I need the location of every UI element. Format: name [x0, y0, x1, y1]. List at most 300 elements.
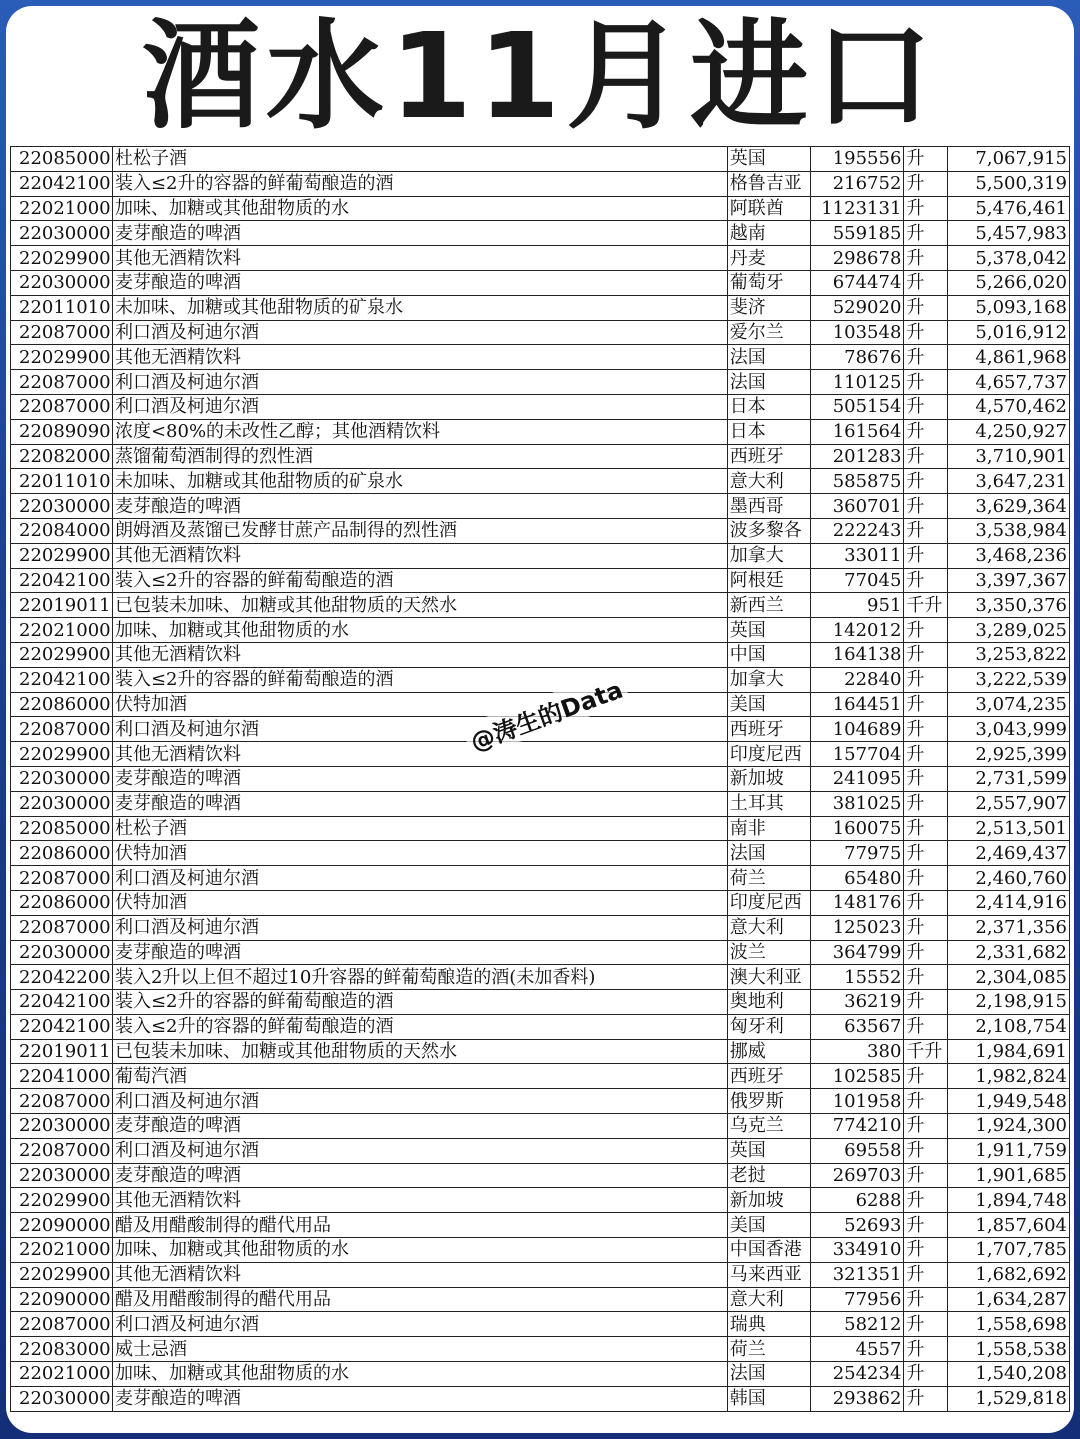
table-row [11, 543, 1070, 568]
value-cell: 1,529,818 [947, 1386, 1069, 1411]
unit-cell: 升 [904, 295, 947, 320]
product-description-cell: 其他无酒精饮料 [112, 742, 727, 767]
product-description-cell: 其他无酒精饮料 [112, 1188, 727, 1213]
table-row [11, 1362, 1070, 1387]
quantity-cell: 529020 [810, 295, 904, 320]
unit-cell: 升 [904, 1188, 947, 1213]
quantity-cell: 110125 [810, 370, 904, 395]
table-row [11, 965, 1070, 990]
country-cell: 格鲁吉亚 [727, 171, 810, 196]
country-cell: 印度尼西 [727, 890, 810, 915]
hs-code-cell: 22083000 [11, 1337, 113, 1362]
product-description-cell: 利口酒及柯迪尔酒 [112, 915, 727, 940]
unit-cell: 升 [904, 1089, 947, 1114]
product-description-cell: 利口酒及柯迪尔酒 [112, 320, 727, 345]
unit-cell: 升 [904, 692, 947, 717]
table-row [11, 494, 1070, 519]
value-cell: 1,857,604 [947, 1213, 1069, 1238]
country-cell: 加拿大 [727, 667, 810, 692]
product-description-cell: 其他无酒精饮料 [112, 543, 727, 568]
unit-cell: 升 [904, 1064, 947, 1089]
country-cell: 加拿大 [727, 543, 810, 568]
product-description-cell: 已包装未加味、加糖或其他甜物质的天然水 [112, 593, 727, 618]
product-description-cell: 其他无酒精饮料 [112, 345, 727, 370]
country-cell: 法国 [727, 841, 810, 866]
unit-cell: 升 [904, 816, 947, 841]
hs-code-cell: 22029900 [11, 1188, 113, 1213]
value-cell: 3,289,025 [947, 618, 1069, 643]
table-row [11, 618, 1070, 643]
product-description-cell: 醋及用醋酸制得的醋代用品 [112, 1213, 727, 1238]
table-row [11, 1262, 1070, 1287]
quantity-cell: 201283 [810, 444, 904, 469]
table-row [11, 1337, 1070, 1362]
hs-code-cell: 22082000 [11, 444, 113, 469]
country-cell: 斐济 [727, 295, 810, 320]
hs-code-cell: 22019011 [11, 1039, 113, 1064]
table-row [11, 1386, 1070, 1411]
table-row [11, 816, 1070, 841]
quantity-cell: 15552 [810, 965, 904, 990]
hs-code-cell: 22011010 [11, 295, 113, 320]
value-cell: 2,513,501 [947, 816, 1069, 841]
unit-cell: 升 [904, 618, 947, 643]
table-row [11, 370, 1070, 395]
product-description-cell: 加味、加糖或其他甜物质的水 [112, 618, 727, 643]
product-description-cell: 利口酒及柯迪尔酒 [112, 1138, 727, 1163]
quantity-cell: 77975 [810, 841, 904, 866]
hs-code-cell: 22030000 [11, 1386, 113, 1411]
unit-cell: 升 [904, 1238, 947, 1263]
value-cell: 1,682,692 [947, 1262, 1069, 1287]
country-cell: 意大利 [727, 1287, 810, 1312]
unit-cell: 升 [904, 1014, 947, 1039]
value-cell: 2,371,356 [947, 915, 1069, 940]
country-cell: 匈牙利 [727, 1014, 810, 1039]
country-cell: 美国 [727, 1213, 810, 1238]
hs-code-cell: 22011010 [11, 469, 113, 494]
table-row [11, 990, 1070, 1015]
product-description-cell: 未加味、加糖或其他甜物质的矿泉水 [112, 295, 727, 320]
hs-code-cell: 22021000 [11, 618, 113, 643]
value-cell: 1,949,548 [947, 1089, 1069, 1114]
product-description-cell: 装入≤2升的容器的鲜葡萄酿造的酒 [112, 568, 727, 593]
unit-cell: 升 [904, 320, 947, 345]
country-cell: 意大利 [727, 915, 810, 940]
country-cell: 荷兰 [727, 866, 810, 891]
country-cell: 老挝 [727, 1163, 810, 1188]
unit-cell: 升 [904, 1114, 947, 1139]
product-description-cell: 浓度<80%的未改性乙醇；其他酒精饮料 [112, 419, 727, 444]
hs-code-cell: 22087000 [11, 866, 113, 891]
unit-cell: 千升 [904, 1039, 947, 1064]
value-cell: 3,043,999 [947, 717, 1069, 742]
country-cell: 韩国 [727, 1386, 810, 1411]
table-row [11, 394, 1070, 419]
quantity-cell: 269703 [810, 1163, 904, 1188]
value-cell: 3,538,984 [947, 518, 1069, 543]
value-cell: 2,108,754 [947, 1014, 1069, 1039]
value-cell: 4,570,462 [947, 394, 1069, 419]
quantity-cell: 142012 [810, 618, 904, 643]
quantity-cell: 505154 [810, 394, 904, 419]
country-cell: 荷兰 [727, 1337, 810, 1362]
quantity-cell: 951 [810, 593, 904, 618]
country-cell: 印度尼西 [727, 742, 810, 767]
value-cell: 3,468,236 [947, 543, 1069, 568]
hs-code-cell: 22090000 [11, 1213, 113, 1238]
quantity-cell: 157704 [810, 742, 904, 767]
product-description-cell: 装入2升以上但不超过10升容器的鲜葡萄酿造的酒(未加香料) [112, 965, 727, 990]
product-description-cell: 麦芽酿造的啤酒 [112, 766, 727, 791]
quantity-cell: 148176 [810, 890, 904, 915]
unit-cell: 升 [904, 1138, 947, 1163]
table-row [11, 196, 1070, 221]
country-cell: 波多黎各 [727, 518, 810, 543]
value-cell: 1,901,685 [947, 1163, 1069, 1188]
quantity-cell: 161564 [810, 419, 904, 444]
country-cell: 马来西亚 [727, 1262, 810, 1287]
country-cell: 爱尔兰 [727, 320, 810, 345]
hs-code-cell: 22087000 [11, 717, 113, 742]
quantity-cell: 334910 [810, 1238, 904, 1263]
unit-cell: 升 [904, 791, 947, 816]
product-description-cell: 伏特加酒 [112, 692, 727, 717]
table-row [11, 1114, 1070, 1139]
quantity-cell: 293862 [810, 1386, 904, 1411]
product-description-cell: 伏特加酒 [112, 890, 727, 915]
table-row [11, 1138, 1070, 1163]
hs-code-cell: 22042100 [11, 1014, 113, 1039]
value-cell: 1,984,691 [947, 1039, 1069, 1064]
quantity-cell: 103548 [810, 320, 904, 345]
value-cell: 3,629,364 [947, 494, 1069, 519]
country-cell: 澳大利亚 [727, 965, 810, 990]
quantity-cell: 77045 [810, 568, 904, 593]
table-row [11, 1064, 1070, 1089]
product-description-cell: 醋及用醋酸制得的醋代用品 [112, 1287, 727, 1312]
table-row [11, 841, 1070, 866]
country-cell: 奥地利 [727, 990, 810, 1015]
unit-cell: 升 [904, 1163, 947, 1188]
product-description-cell: 加味、加糖或其他甜物质的水 [112, 1238, 727, 1263]
hs-code-cell: 22085000 [11, 147, 113, 172]
hs-code-cell: 22021000 [11, 1362, 113, 1387]
quantity-cell: 360701 [810, 494, 904, 519]
unit-cell: 升 [904, 915, 947, 940]
hs-code-cell: 22021000 [11, 1238, 113, 1263]
hs-code-cell: 22030000 [11, 270, 113, 295]
unit-cell: 升 [904, 990, 947, 1015]
hs-code-cell: 22087000 [11, 394, 113, 419]
value-cell: 3,350,376 [947, 593, 1069, 618]
country-cell: 新加坡 [727, 766, 810, 791]
table-row [11, 866, 1070, 891]
country-cell: 新加坡 [727, 1188, 810, 1213]
hs-code-cell: 22030000 [11, 766, 113, 791]
value-cell: 1,540,208 [947, 1362, 1069, 1387]
unit-cell: 升 [904, 717, 947, 742]
hs-code-cell: 22030000 [11, 221, 113, 246]
value-cell: 5,457,983 [947, 221, 1069, 246]
country-cell: 意大利 [727, 469, 810, 494]
product-description-cell: 蒸馏葡萄酒制得的烈性酒 [112, 444, 727, 469]
hs-code-cell: 22086000 [11, 890, 113, 915]
unit-cell: 升 [904, 469, 947, 494]
quantity-cell: 364799 [810, 940, 904, 965]
import-table-wrapper [10, 146, 1070, 1412]
unit-cell: 升 [904, 1362, 947, 1387]
product-description-cell: 杜松子酒 [112, 147, 727, 172]
table-row [11, 518, 1070, 543]
table-row [11, 791, 1070, 816]
hs-code-cell: 22030000 [11, 940, 113, 965]
table-row [11, 171, 1070, 196]
unit-cell: 升 [904, 394, 947, 419]
hs-code-cell: 22042100 [11, 171, 113, 196]
country-cell: 西班牙 [727, 717, 810, 742]
product-description-cell: 伏特加酒 [112, 841, 727, 866]
table-row [11, 419, 1070, 444]
value-cell: 1,707,785 [947, 1238, 1069, 1263]
hs-code-cell: 22087000 [11, 320, 113, 345]
unit-cell: 升 [904, 444, 947, 469]
quantity-cell: 381025 [810, 791, 904, 816]
product-description-cell: 麦芽酿造的啤酒 [112, 1114, 727, 1139]
value-cell: 5,500,319 [947, 171, 1069, 196]
unit-cell: 升 [904, 147, 947, 172]
hs-code-cell: 22029900 [11, 742, 113, 767]
hs-code-cell: 22029900 [11, 543, 113, 568]
product-description-cell: 其他无酒精饮料 [112, 246, 727, 271]
hs-code-cell: 22042100 [11, 990, 113, 1015]
value-cell: 1,894,748 [947, 1188, 1069, 1213]
hs-code-cell: 22087000 [11, 1312, 113, 1337]
value-cell: 2,469,437 [947, 841, 1069, 866]
product-description-cell: 利口酒及柯迪尔酒 [112, 394, 727, 419]
table-row [11, 766, 1070, 791]
unit-cell: 升 [904, 221, 947, 246]
country-cell: 美国 [727, 692, 810, 717]
watermark: @涛生的Data [461, 669, 631, 759]
country-cell: 法国 [727, 345, 810, 370]
hs-code-cell: 22041000 [11, 1064, 113, 1089]
quantity-cell: 774210 [810, 1114, 904, 1139]
table-row [11, 593, 1070, 618]
country-cell: 波兰 [727, 940, 810, 965]
value-cell: 1,911,759 [947, 1138, 1069, 1163]
value-cell: 2,331,682 [947, 940, 1069, 965]
country-cell: 英国 [727, 1138, 810, 1163]
product-description-cell: 麦芽酿造的啤酒 [112, 940, 727, 965]
quantity-cell: 321351 [810, 1262, 904, 1287]
country-cell: 日本 [727, 394, 810, 419]
value-cell: 5,476,461 [947, 196, 1069, 221]
hs-code-cell: 22029900 [11, 642, 113, 667]
product-description-cell: 麦芽酿造的啤酒 [112, 221, 727, 246]
country-cell: 丹麦 [727, 246, 810, 271]
unit-cell: 升 [904, 518, 947, 543]
quantity-cell: 63567 [810, 1014, 904, 1039]
unit-cell: 升 [904, 642, 947, 667]
value-cell: 3,074,235 [947, 692, 1069, 717]
product-description-cell: 加味、加糖或其他甜物质的水 [112, 1362, 727, 1387]
table-row [11, 469, 1070, 494]
quantity-cell: 216752 [810, 171, 904, 196]
value-cell: 2,198,915 [947, 990, 1069, 1015]
quantity-cell: 164451 [810, 692, 904, 717]
quantity-cell: 22840 [810, 667, 904, 692]
value-cell: 1,924,300 [947, 1114, 1069, 1139]
value-cell: 7,067,915 [947, 147, 1069, 172]
unit-cell: 升 [904, 965, 947, 990]
value-cell: 1,982,824 [947, 1064, 1069, 1089]
hs-code-cell: 22042200 [11, 965, 113, 990]
unit-cell: 升 [904, 494, 947, 519]
table-row [11, 1188, 1070, 1213]
quantity-cell: 241095 [810, 766, 904, 791]
unit-cell: 升 [904, 196, 947, 221]
table-row [11, 1089, 1070, 1114]
quantity-cell: 254234 [810, 1362, 904, 1387]
product-description-cell: 未加味、加糖或其他甜物质的矿泉水 [112, 469, 727, 494]
table-row [11, 1039, 1070, 1064]
table-row [11, 890, 1070, 915]
product-description-cell: 装入≤2升的容器的鲜葡萄酿造的酒 [112, 171, 727, 196]
product-description-cell: 麦芽酿造的啤酒 [112, 270, 727, 295]
table-row [11, 1213, 1070, 1238]
unit-cell: 升 [904, 1312, 947, 1337]
unit-cell: 升 [904, 866, 947, 891]
table-row [11, 221, 1070, 246]
quantity-cell: 195556 [810, 147, 904, 172]
value-cell: 3,253,822 [947, 642, 1069, 667]
table-row [11, 1238, 1070, 1263]
hs-code-cell: 22086000 [11, 692, 113, 717]
page-title: 酒水11月进口 [141, 7, 939, 145]
hs-code-cell: 22087000 [11, 1089, 113, 1114]
table-row [11, 295, 1070, 320]
product-description-cell: 朗姆酒及蒸馏已发酵甘蔗产品制得的烈性酒 [112, 518, 727, 543]
table-row [11, 444, 1070, 469]
unit-cell: 升 [904, 270, 947, 295]
unit-cell: 升 [904, 1386, 947, 1411]
product-description-cell: 其他无酒精饮料 [112, 642, 727, 667]
quantity-cell: 160075 [810, 816, 904, 841]
quantity-cell: 78676 [810, 345, 904, 370]
value-cell: 3,397,367 [947, 568, 1069, 593]
value-cell: 2,557,907 [947, 791, 1069, 816]
quantity-cell: 58212 [810, 1312, 904, 1337]
value-cell: 2,304,085 [947, 965, 1069, 990]
value-cell: 3,647,231 [947, 469, 1069, 494]
unit-cell: 升 [904, 1337, 947, 1362]
table-row [11, 1163, 1070, 1188]
quantity-cell: 164138 [810, 642, 904, 667]
quantity-cell: 52693 [810, 1213, 904, 1238]
quantity-cell: 69558 [810, 1138, 904, 1163]
hs-code-cell: 22042100 [11, 568, 113, 593]
quantity-cell: 1123131 [810, 196, 904, 221]
table-row [11, 742, 1070, 767]
unit-cell: 升 [904, 940, 947, 965]
unit-cell: 升 [904, 543, 947, 568]
country-cell: 西班牙 [727, 444, 810, 469]
product-description-cell: 麦芽酿造的啤酒 [112, 1386, 727, 1411]
country-cell: 挪威 [727, 1039, 810, 1064]
unit-cell: 升 [904, 766, 947, 791]
hs-code-cell: 22090000 [11, 1287, 113, 1312]
unit-cell: 升 [904, 1287, 947, 1312]
value-cell: 3,710,901 [947, 444, 1069, 469]
country-cell: 中国香港 [727, 1238, 810, 1263]
hs-code-cell: 22030000 [11, 791, 113, 816]
product-description-cell: 加味、加糖或其他甜物质的水 [112, 196, 727, 221]
hs-code-cell: 22029900 [11, 246, 113, 271]
quantity-cell: 559185 [810, 221, 904, 246]
quantity-cell: 4557 [810, 1337, 904, 1362]
quantity-cell: 102585 [810, 1064, 904, 1089]
unit-cell: 升 [904, 841, 947, 866]
product-description-cell: 利口酒及柯迪尔酒 [112, 1089, 727, 1114]
hs-code-cell: 22021000 [11, 196, 113, 221]
table-row [11, 667, 1070, 692]
country-cell: 法国 [727, 370, 810, 395]
hs-code-cell: 22087000 [11, 1138, 113, 1163]
hs-code-cell: 22089090 [11, 419, 113, 444]
value-cell: 4,250,927 [947, 419, 1069, 444]
hs-code-cell: 22042100 [11, 667, 113, 692]
hs-code-cell: 22084000 [11, 518, 113, 543]
hs-code-cell: 22087000 [11, 915, 113, 940]
hs-code-cell: 22019011 [11, 593, 113, 618]
country-cell: 西班牙 [727, 1064, 810, 1089]
hs-code-cell: 22029900 [11, 1262, 113, 1287]
quantity-cell: 77956 [810, 1287, 904, 1312]
country-cell: 英国 [727, 618, 810, 643]
product-description-cell: 麦芽酿造的啤酒 [112, 494, 727, 519]
quantity-cell: 125023 [810, 915, 904, 940]
country-cell: 南非 [727, 816, 810, 841]
quantity-cell: 298678 [810, 246, 904, 271]
product-description-cell: 杜松子酒 [112, 816, 727, 841]
country-cell: 阿根廷 [727, 568, 810, 593]
hs-code-cell: 22087000 [11, 370, 113, 395]
hs-code-cell: 22030000 [11, 1163, 113, 1188]
quantity-cell: 380 [810, 1039, 904, 1064]
value-cell: 4,861,968 [947, 345, 1069, 370]
country-cell: 土耳其 [727, 791, 810, 816]
value-cell: 2,925,399 [947, 742, 1069, 767]
country-cell: 墨西哥 [727, 494, 810, 519]
value-cell: 1,558,538 [947, 1337, 1069, 1362]
product-description-cell: 利口酒及柯迪尔酒 [112, 866, 727, 891]
unit-cell: 升 [904, 370, 947, 395]
country-cell: 日本 [727, 419, 810, 444]
product-description-cell: 利口酒及柯迪尔酒 [112, 370, 727, 395]
hs-code-cell: 22086000 [11, 841, 113, 866]
product-description-cell: 装入≤2升的容器的鲜葡萄酿造的酒 [112, 1014, 727, 1039]
document-card [6, 6, 1074, 1433]
unit-cell: 升 [904, 1213, 947, 1238]
table-row [11, 915, 1070, 940]
quantity-cell: 674474 [810, 270, 904, 295]
country-cell: 越南 [727, 221, 810, 246]
value-cell: 3,222,539 [947, 667, 1069, 692]
table-row [11, 940, 1070, 965]
quantity-cell: 33011 [810, 543, 904, 568]
product-description-cell: 麦芽酿造的啤酒 [112, 791, 727, 816]
